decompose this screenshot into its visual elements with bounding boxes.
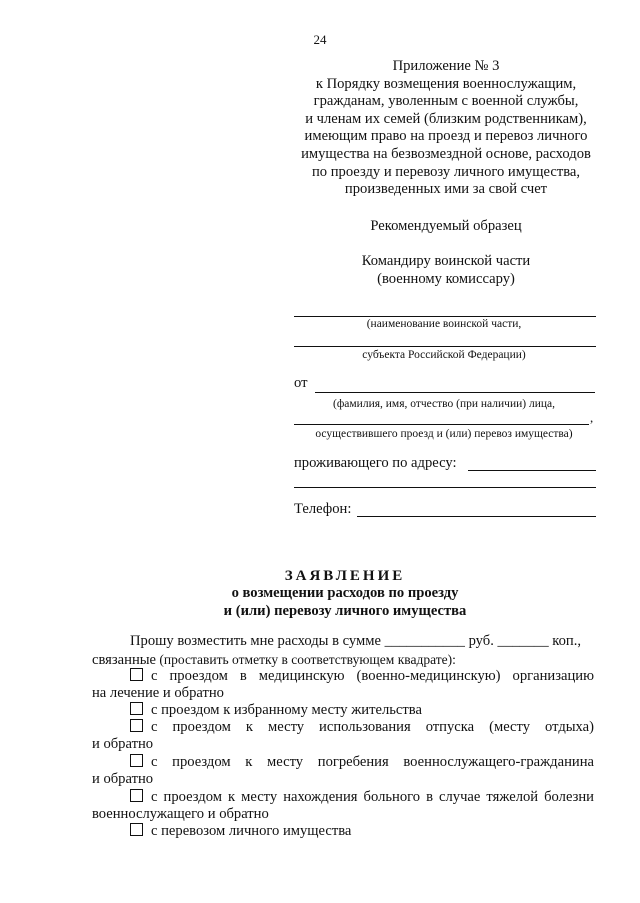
option-checkbox[interactable] xyxy=(130,719,143,732)
request-line-2 xyxy=(92,652,456,669)
comma-mark: , xyxy=(590,410,594,425)
unit-name-field[interactable] xyxy=(294,316,596,317)
annex-line: произведенных ими за свой счет xyxy=(344,181,548,198)
fio-continuation-field[interactable] xyxy=(294,424,589,425)
option-checkbox[interactable] xyxy=(130,823,143,836)
option-text: с перевозом личного имущества xyxy=(151,823,352,839)
amount-kop-field[interactable]: _______ xyxy=(497,633,549,649)
recommended-sample-label: Рекомендуемый образец xyxy=(370,218,522,234)
option-medical xyxy=(92,668,594,702)
option-text-cont: и обратно xyxy=(92,736,154,752)
from-label: от xyxy=(294,375,308,391)
option-checkbox[interactable] xyxy=(130,702,143,715)
annex-line: к Порядку возмещения военнослужащим, xyxy=(315,75,577,92)
annex-header xyxy=(272,58,620,199)
addressee-line-2: (военному комиссару) xyxy=(377,271,515,287)
statement-subtitle-2: и (или) перевозу личного имущества xyxy=(223,603,467,619)
option-checkbox[interactable] xyxy=(130,789,143,802)
page-number: 24 xyxy=(313,32,327,47)
statement-title: ЗАЯВЛЕНИЕ xyxy=(284,568,406,584)
option-illness xyxy=(92,789,594,823)
request-hint: (проставить отметку в соответствующем квадрате): xyxy=(159,652,456,667)
option-burial xyxy=(92,754,594,788)
option-text-cont: на лечение и обратно xyxy=(92,685,224,701)
amount-rub-field[interactable]: ___________ xyxy=(384,633,465,649)
performed-hint: осуществившего проезд и (или) перевоз имущества) xyxy=(315,428,573,440)
annex-line: имущества на безвозмездной основе, расходов xyxy=(301,145,591,162)
annex-line: по проезду и перевозу личного имущества, xyxy=(311,163,581,180)
annex-line: гражданам, уволенным с военной службы, xyxy=(313,93,579,110)
option-residence xyxy=(92,702,594,719)
rub-label: руб. xyxy=(468,633,494,649)
option-text-cont: и обратно xyxy=(92,771,154,787)
annex-line: имеющим право на проезд и перевоз личного xyxy=(304,128,588,145)
option-property xyxy=(92,823,594,840)
address-continuation-field[interactable] xyxy=(294,487,596,488)
option-text: с проездом к избранному месту жительства xyxy=(151,702,422,718)
option-checkbox[interactable] xyxy=(130,668,143,681)
fio-hint: (фамилия, имя, отчество (при наличии) лица, xyxy=(333,398,555,410)
option-text: с проездом к месту использования отпуска (месту отдыха) xyxy=(151,719,594,735)
addressee-line-1: Командиру воинской части xyxy=(361,253,531,269)
kop-label: коп., xyxy=(552,633,582,649)
statement-subtitle-1: о возмещении расходов по проезду xyxy=(231,585,459,601)
fio-field[interactable] xyxy=(315,392,595,393)
unit-name-hint: (наименование воинской части, xyxy=(366,318,522,330)
address-field[interactable] xyxy=(468,470,596,471)
option-text: с проездом в медицинскую (военно-медицинскую) организацию xyxy=(151,668,594,684)
request-line xyxy=(130,633,581,650)
option-text: с проездом к месту погребения военнослужащего-гражданина xyxy=(151,754,594,770)
annex-line: и членам их семей (близким родственникам), xyxy=(305,110,587,127)
option-checkbox[interactable] xyxy=(130,754,143,767)
phone-field[interactable] xyxy=(357,516,596,517)
subject-field[interactable] xyxy=(294,346,596,347)
phone-label: Телефон: xyxy=(294,501,352,517)
address-label: проживающего по адресу: xyxy=(294,455,457,471)
request-related: связанные xyxy=(92,652,157,668)
option-vacation xyxy=(92,719,594,753)
option-text: с проездом к месту нахождения больного в случае тяжелой болезни xyxy=(151,789,594,805)
request-prefix: Прошу возместить мне расходы в сумме xyxy=(130,633,381,649)
option-text-cont: военнослужащего и обратно xyxy=(92,806,269,822)
subject-hint: субъекта Российской Федерации) xyxy=(362,349,526,361)
annex-line: Приложение № 3 xyxy=(392,58,500,74)
